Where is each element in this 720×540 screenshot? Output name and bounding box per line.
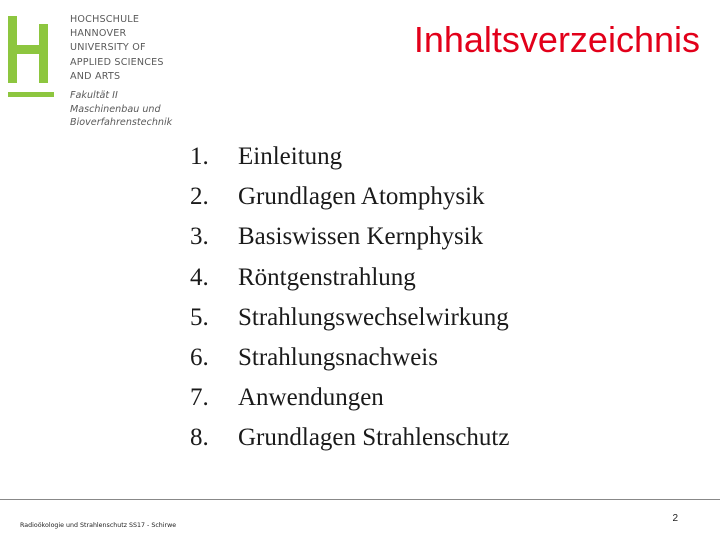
faculty-name-line: Bioverfahrenstechnik [70,117,173,129]
slide-title: Inhaltsverzeichnis [413,19,700,60]
toc-item [190,418,509,458]
toc-item [190,378,509,418]
toc-item-label: Grundlagen Strahlenschutz [238,424,510,452]
toc-item-number: 3. [190,223,209,251]
toc-item-label: Strahlungsnachweis [238,344,438,372]
university-name-line: AND ARTS [70,70,121,82]
faculty-name [70,89,172,130]
table-of-contents [190,137,509,459]
toc-item-label: Basiswissen Kernphysik [238,223,484,251]
toc-item [190,217,509,257]
university-name [70,13,164,84]
toc-item-label: Röntgenstrahlung [238,263,416,291]
toc-item [190,177,509,217]
toc-item-number: 5. [190,303,209,331]
toc-item-number: 4. [190,263,209,291]
toc-item [190,258,509,298]
university-name-line: HANNOVER [70,28,127,40]
footer-divider [0,499,720,500]
university-name-line: HOCHSCHULE [70,14,140,25]
faculty-name-line: Fakultät II [70,90,118,101]
toc-item-number: 7. [190,384,209,412]
footer-text: Radioökologie und Strahlenschutz SS17 - Schirwe [20,522,177,529]
toc-item-number: 1. [190,143,209,170]
toc-item [190,338,509,378]
faculty-name-line: Maschinenbau und [70,103,161,115]
university-name-line: UNIVERSITY OF [70,42,146,54]
toc-item-label: Grundlagen Atomphysik [238,183,485,211]
toc-item-label: Anwendungen [238,384,384,412]
hochschule-hannover-logo-icon [8,16,54,100]
toc-item [190,137,509,177]
toc-item [190,298,509,338]
toc-item-number: 8. [190,424,209,452]
toc-item-label: Einleitung [238,143,343,170]
toc-item-number: 6. [190,344,209,372]
university-name-line: APPLIED SCIENCES [70,56,164,68]
toc-item-number: 2. [190,183,209,211]
toc-item-label: Strahlungswechselwirkung [238,303,509,331]
page-number: 2 [672,513,678,524]
